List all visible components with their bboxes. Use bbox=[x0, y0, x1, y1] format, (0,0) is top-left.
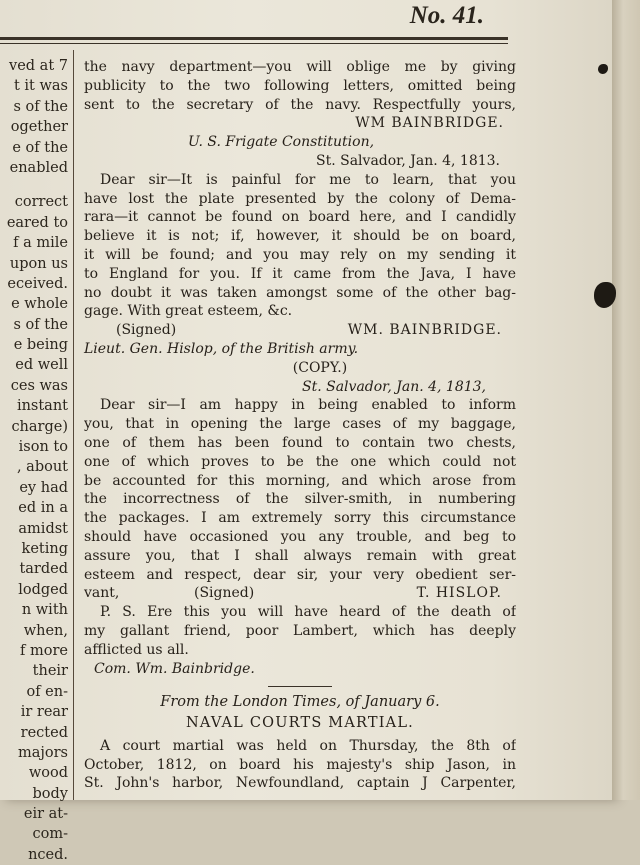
header-rule-thin bbox=[0, 43, 508, 44]
left-column-line: wood bbox=[28, 765, 68, 782]
next-page-edge bbox=[612, 0, 640, 800]
left-column-line: ed well bbox=[15, 357, 68, 374]
text-line: have lost the plate presented by the colony of Dema- bbox=[84, 190, 516, 207]
left-column-line: nced. bbox=[28, 846, 68, 863]
left-column-line: ved at 7 bbox=[9, 58, 68, 74]
left-column-line: charge) bbox=[11, 418, 68, 435]
header-rule bbox=[0, 37, 508, 40]
left-column-line: amidst bbox=[18, 520, 68, 537]
section-rule bbox=[268, 686, 332, 687]
addressee: Com. Wm. Bainbridge. bbox=[94, 660, 255, 677]
main-column bbox=[84, 58, 516, 793]
left-column-line: f more bbox=[20, 642, 68, 659]
column-divider bbox=[73, 50, 74, 800]
signature: T. HISLOP. bbox=[416, 585, 502, 602]
left-column-line: f a mile bbox=[13, 235, 68, 252]
left-column-line: t it was bbox=[13, 78, 68, 95]
issue-number: No. 41. bbox=[409, 2, 484, 29]
text-line: rara—it cannot be found on board here, and I candidly bbox=[84, 209, 516, 226]
left-column-line: e whole bbox=[11, 296, 68, 313]
left-column-gap bbox=[0, 178, 68, 192]
left-column-line: ison to bbox=[18, 439, 68, 456]
left-column-line: s of the bbox=[13, 98, 68, 115]
text-line: A court martial was held on Thursday, the 8th of bbox=[100, 737, 516, 754]
text-line: it will be found; and you may rely on my sending it bbox=[84, 246, 516, 263]
left-column-line: upon us bbox=[9, 255, 68, 272]
text-line: afflicted us all. bbox=[84, 641, 189, 658]
left-column-line: ey had bbox=[19, 479, 68, 496]
left-column-line: when, bbox=[23, 622, 68, 639]
text-line: Dear sir—I am happy in being enabled to inform bbox=[100, 397, 516, 414]
text-line: my gallant friend, poor Lambert, which has deeply bbox=[84, 622, 516, 639]
dateline: St. Salvador, Jan. 4, 1813. bbox=[316, 152, 500, 169]
left-column-line: n with bbox=[21, 602, 68, 619]
left-column-line: eared to bbox=[6, 214, 68, 231]
left-column-line: eir at- bbox=[23, 806, 68, 823]
text-line: Dear sir—It is painful for me to learn, that you bbox=[100, 171, 516, 188]
addressee: Lieut. Gen. Hislop, of the British army. bbox=[84, 340, 359, 357]
text-line: publicity to the two following letters, omitted being bbox=[84, 77, 516, 94]
signed-label: (Signed) bbox=[116, 322, 177, 339]
text-line: sent to the secretary of the navy. Respectfully yours, bbox=[84, 96, 516, 113]
text-line: should have occasioned you any trouble, and beg to bbox=[84, 528, 516, 545]
left-column-line: majors bbox=[18, 744, 68, 761]
text-line: you, that in opening the large cases of my baggage, bbox=[84, 416, 516, 433]
dateline: St. Salvador, Jan. 4, 1813, bbox=[302, 378, 486, 395]
text-line: believe it is not; if, however, it should be on board, bbox=[84, 228, 516, 245]
article-headline: NAVAL COURTS MARTIAL. bbox=[185, 715, 414, 732]
text-line: gage. With great esteem, &c. bbox=[84, 303, 293, 320]
left-column-line: ces was bbox=[10, 377, 68, 394]
text-line: the navy department—you will oblige me by giving bbox=[84, 59, 516, 75]
text-line: the packages. I am extremely sorry this circumstance bbox=[84, 510, 516, 527]
text-line: October, 1812, on board his majesty's ship Jason, in bbox=[84, 756, 516, 773]
left-column-line: enabled bbox=[9, 159, 68, 176]
signature-line bbox=[84, 584, 516, 603]
left-column-line: ir rear bbox=[20, 704, 68, 721]
left-column-fragment bbox=[0, 56, 68, 865]
text-line: to England for you. If it came from the Java, I have bbox=[84, 265, 516, 282]
left-column-line: rected bbox=[20, 724, 68, 741]
text-line: one of them has been found to contain two chests, bbox=[84, 434, 516, 451]
left-column-line: com- bbox=[32, 826, 68, 843]
closing-word: vant, bbox=[84, 585, 120, 602]
signed-label: (Signed) bbox=[194, 585, 255, 602]
left-column-line: body bbox=[32, 785, 68, 802]
left-column-line: ed in a bbox=[18, 500, 68, 517]
signature-line bbox=[84, 321, 516, 340]
text-line: be accounted for this morning, and which arose from bbox=[84, 472, 516, 489]
left-column-line: eceived. bbox=[7, 275, 68, 292]
text-line: no doubt it was taken amongst some of the other bag- bbox=[84, 284, 516, 301]
left-column-line: of en- bbox=[26, 683, 68, 700]
copy-label: (COPY.) bbox=[292, 359, 348, 376]
left-column-line: correct bbox=[14, 194, 68, 211]
text-line: esteem and respect, dear sir, your very obedient ser- bbox=[84, 566, 516, 583]
left-column-line: their bbox=[32, 663, 68, 680]
left-column-line: lodged bbox=[18, 581, 68, 598]
signature: WM. BAINBRIDGE. bbox=[347, 322, 502, 339]
left-column-line: e being bbox=[13, 337, 68, 354]
text-line: assure you, that I shall always remain with great bbox=[84, 547, 516, 564]
signature: WM BAINBRIDGE. bbox=[355, 115, 504, 132]
text-line: the incorrectness of the silver-smith, in numbering bbox=[84, 491, 516, 508]
text-line: P. S. Ere this you will have heard of the death of bbox=[100, 604, 516, 621]
left-column-line: keting bbox=[21, 540, 68, 557]
article-source: From the London Times, of January 6. bbox=[160, 694, 440, 711]
left-column-line: instant bbox=[16, 398, 68, 415]
left-column-line: e of the bbox=[12, 139, 68, 156]
left-column-line: ogether bbox=[10, 119, 68, 136]
left-column-line: , about bbox=[16, 459, 68, 476]
text-line: St. John's harbor, Newfoundland, captain J Carpenter, bbox=[84, 775, 516, 792]
left-column-line: tarded bbox=[19, 561, 68, 578]
letter-heading: U. S. Frigate Constitution, bbox=[188, 134, 375, 151]
left-column-line: s of the bbox=[13, 316, 68, 333]
text-line: one of which proves to be the one which could not bbox=[84, 453, 516, 470]
